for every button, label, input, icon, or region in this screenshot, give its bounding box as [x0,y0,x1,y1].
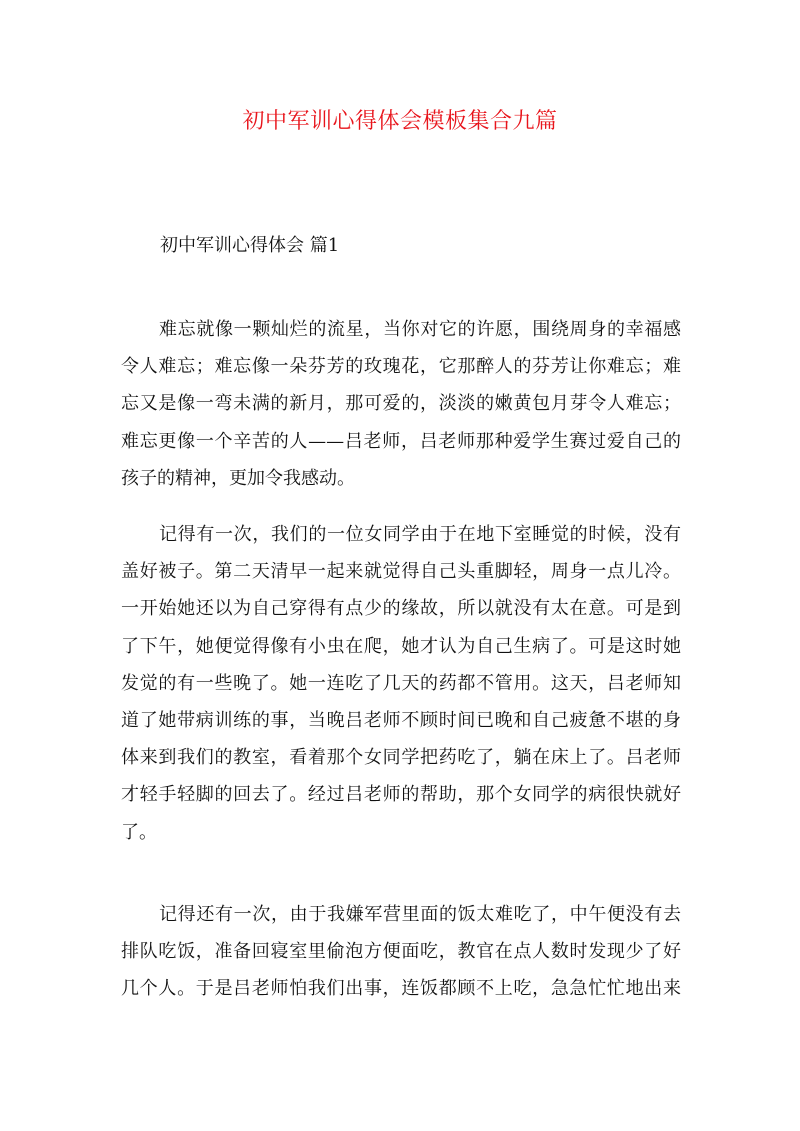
text-line: 难忘更像一个辛苦的人——吕老师，吕老师那种爱学生赛过爱自己的 [121,430,681,452]
text-line: 记得有一次，我们的一位女同学由于在地下室睡觉的时候，没有 [159,524,681,545]
text-line: 令人难忘；难忘像一朵芬芳的玫瑰花，它那醉人的芬芳让你难忘；难 [121,356,681,378]
text-line: 孩子的精神，更加令我感动。 [121,467,355,489]
text-line: 排队吃饭，准备回寝室里偷泡方便面吃，教官在点人数时发现少了好 [121,941,681,963]
paragraph-2 [121,523,681,858]
text-line: 才轻手轻脚的回去了。经过吕老师的帮助，那个女同学的病很快就好 [121,784,681,806]
text-line: 道了她带病训练的事，当晚吕老师不顾时间已晚和自己疲惫不堪的身 [121,709,681,731]
text-line: 一开始她还以为自己穿得有点少的缘故，所以就没有太在意。可是到 [121,598,681,620]
text-line: 记得还有一次，由于我嫌军营里面的饭太难吃了，中午便没有去 [159,904,681,925]
text-line: 忘又是像一弯未满的新月，那可爱的，淡淡的嫩黄包月芽令人难忘； [121,393,681,415]
paragraph-3 [121,903,681,1015]
document-title: 初中军训心得体会模板集合九篇 [242,109,558,134]
text-line: 体来到我们的教室，看着那个女同学把药吃了，躺在床上了。吕老师 [121,747,681,769]
text-line: 发觉的有一些晚了。她一连吃了几天的药都不管用。这天，吕老师知 [121,672,681,694]
text-line: 了下午，她便觉得像有小虫在爬，她才认为自己生病了。可是这时她 [121,635,681,657]
text-line: 难忘就像一颗灿烂的流星，当你对它的许愿，围绕周身的幸福感 [159,319,681,340]
text-line: 了。 [121,821,157,843]
section-heading: 初中军训心得体会 篇1 [160,235,340,256]
paragraph-1 [121,318,681,504]
text-line: 几个人。于是吕老师怕我们出事，连饭都顾不上吃，急急忙忙地出来 [121,978,681,1000]
text-line: 盖好被子。第二天清早一起来就觉得自己头重脚轻，周身一点儿冷。 [121,561,681,583]
